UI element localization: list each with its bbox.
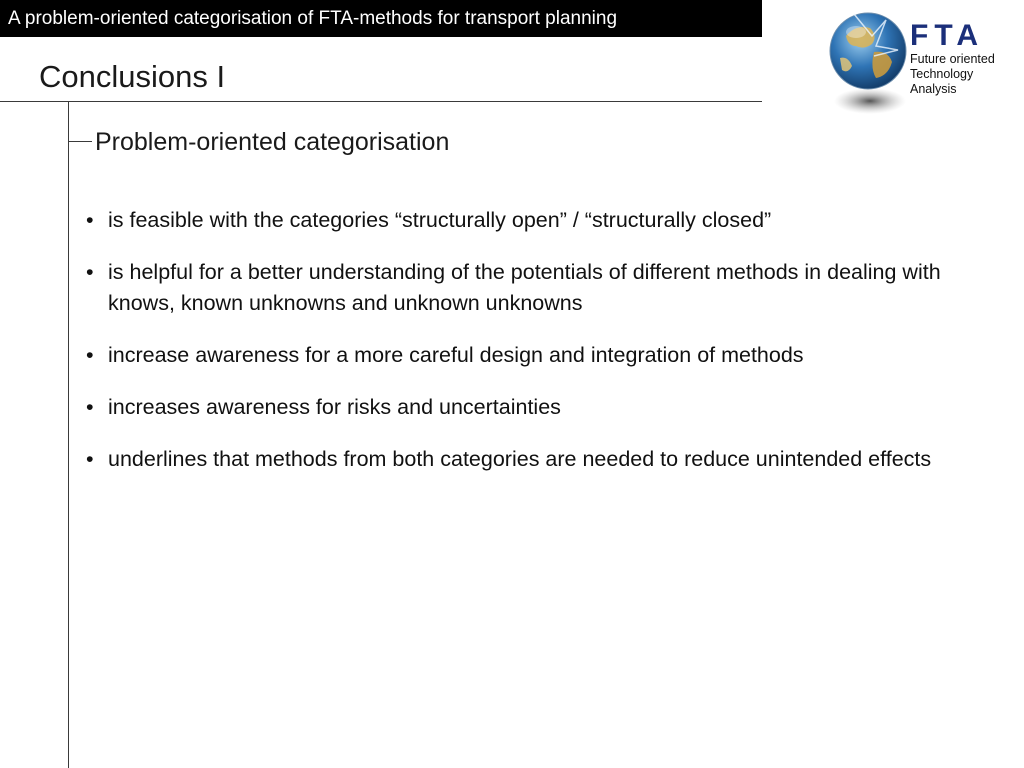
bullet-list xyxy=(86,205,986,496)
bullet-dot: • xyxy=(86,208,94,232)
bullet-dot: • xyxy=(86,260,94,284)
bullet-text: increases awareness for risks and uncertainties xyxy=(108,395,561,419)
bullet-dot: • xyxy=(86,343,94,367)
bullet-text: increase awareness for a more careful design and integration of methods xyxy=(108,343,804,367)
list-item xyxy=(86,340,986,371)
bullet-dot: • xyxy=(86,395,94,419)
header-bar-text: A problem-oriented categorisation of FTA-methods for transport planning xyxy=(8,8,618,29)
list-item xyxy=(86,205,986,236)
logo-line-1: Future oriented xyxy=(910,52,995,66)
logo-title: FTA xyxy=(910,19,985,52)
slide-title: Conclusions I xyxy=(39,59,226,94)
vertical-divider xyxy=(68,102,69,768)
logo-line-3: Analysis xyxy=(910,82,957,96)
header-bar xyxy=(0,0,762,37)
bullet-dot: • xyxy=(86,447,94,471)
slide-subheading: Problem-oriented categorisation xyxy=(95,128,450,156)
fta-logo-text xyxy=(910,20,995,97)
title-divider xyxy=(0,101,762,102)
bullet-text: underlines that methods from both categories are needed to reduce unintended effects xyxy=(108,447,932,471)
subheading-connector xyxy=(69,141,92,142)
list-item xyxy=(86,392,986,423)
list-item xyxy=(86,257,986,319)
list-item xyxy=(86,444,986,475)
bullet-text: is feasible with the categories “structurally open” / “structurally closed” xyxy=(108,208,772,232)
bullet-text: is helpful for a better understanding of the potentials of different methods in dealing with knows, known unknowns and unknown unknowns xyxy=(108,260,941,315)
logo-line-2: Technology xyxy=(910,67,974,81)
